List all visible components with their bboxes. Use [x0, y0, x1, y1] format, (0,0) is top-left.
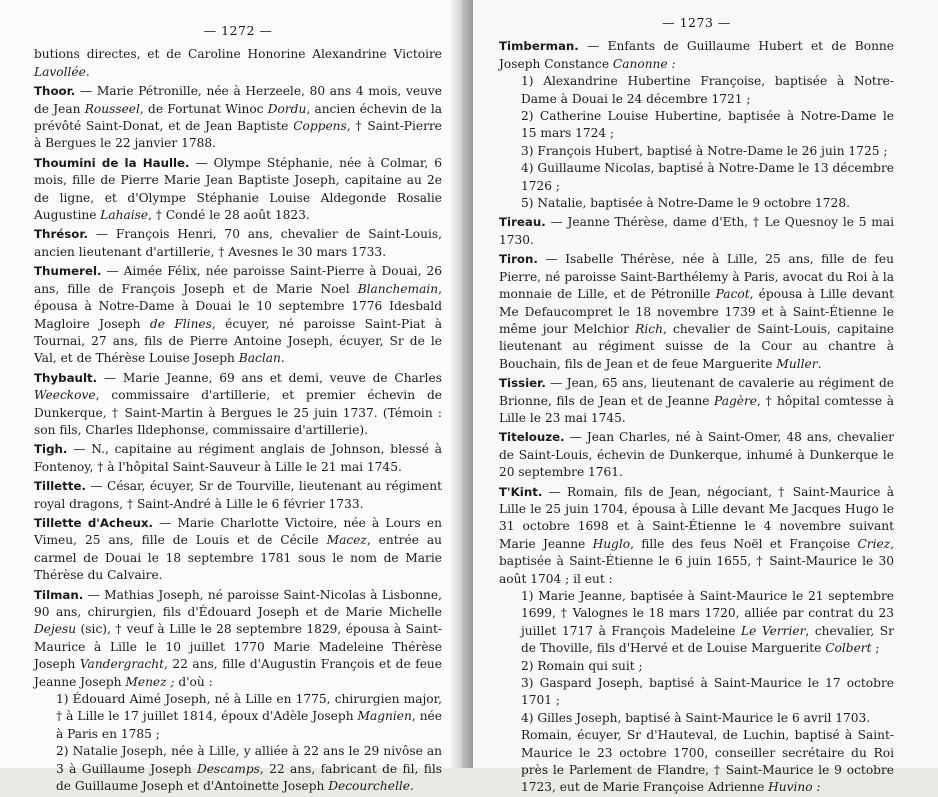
- italic-name: Lavollée: [34, 64, 86, 79]
- sub-paragraph: [499, 727, 894, 797]
- italic-name: Weeckove: [34, 388, 96, 403]
- entry-surname: Tireau.: [499, 215, 546, 230]
- entry-surname: Tillette d'Acheux.: [34, 515, 153, 530]
- text-run: — Jeanne Thérèse, dame d'Eth, † Le Quesnoy le 5 mai 1730.: [499, 215, 894, 247]
- sub-paragraph: [499, 195, 894, 212]
- text-run: , fille des feus Noël et Françoise: [630, 536, 858, 551]
- page-body: [34, 46, 442, 795]
- text-run: , ancien échevin de la prévôté Saint-Donat, et de Jean Baptiste: [34, 101, 442, 134]
- italic-name: Baclan: [238, 351, 281, 366]
- text-run: , 22 ans, fabricant de fil, fils de Guillaume Joseph et d'Antoinette Joseph: [56, 761, 442, 794]
- text-run: , écuyer, né paroisse Saint-Piat à Tournai, 27 ans, fils de Pierre Antoine Joseph, écuyer, Sr de le Val, et de Thérèse Louise Joseph: [34, 316, 442, 366]
- italic-name: Colbert: [825, 641, 872, 656]
- sub-paragraph: [34, 691, 442, 743]
- text-run: — Jean Charles, né à Saint-Omer, 48 ans, chevalier de Saint-Louis, échevin de Dunkerque, inhumé à Dunkerque le 20 septembre 1761.: [499, 430, 894, 480]
- entry-paragraph: [34, 515, 442, 585]
- entry-paragraph: [34, 226, 442, 261]
- text-run: — César, écuyer, Sr de Tourville, lieutenant au régiment royal dragons, † Saint-André à Lille le 6 février 1733.: [34, 479, 442, 511]
- italic-name: Muller: [776, 356, 818, 371]
- sub-paragraph: [499, 658, 894, 675]
- book-gutter: [449, 0, 473, 768]
- sub-paragraph: [34, 743, 442, 795]
- text-run: — François Henri, 70 ans, chevalier de Saint-Louis, ancien lieutenant d'artillerie, † Avesnes le 30 mars 1733.: [34, 227, 442, 259]
- text-run: 2) Catherine Louise Hubertine, baptisée à Notre-Dame le 15 mars 1724 ;: [521, 109, 894, 141]
- entry-surname: Tiron.: [499, 252, 538, 267]
- entry-surname: Thoor.: [34, 84, 76, 99]
- right-page: [473, 0, 938, 795]
- text-run: , née à Paris en 1785 ;: [56, 709, 442, 741]
- italic-name: Huglo: [592, 536, 631, 551]
- text-run: — Enfants de Guillaume Hubert et de Bonne Joseph Constance: [499, 39, 894, 71]
- italic-name: Criez: [857, 536, 891, 551]
- text-run: — Isabelle Thérèse, née à Lille, 25 ans, fille de feu Pierre, né paroisse Saint-Barthélemy à Paris, avocat du Roi à la monnaie de Lille, et de Pétronille: [499, 252, 894, 302]
- sub-paragraph: [499, 160, 894, 195]
- entry-surname: Tissier.: [499, 376, 546, 391]
- text-run: .: [280, 351, 285, 366]
- text-run: 4) Gilles Joseph, baptisé à Saint-Maurice le 6 avril 1703.: [521, 710, 871, 725]
- entry-surname: Tigh.: [34, 442, 68, 457]
- text-run: 2) Natalie Joseph, née à Lille, y alliée à 22 ans le 29 nivôse an 3 à Guillaume Joseph: [56, 744, 442, 776]
- text-run: — Aimée Félix, née paroisse Saint-Pierre à Douai, 26 ans, fille de François Joseph et de Marie Noel: [34, 264, 442, 296]
- entry-paragraph: [499, 375, 894, 427]
- italic-name: Huvino :: [768, 780, 821, 795]
- text-run: , † Condé le 28 août 1823.: [148, 208, 310, 223]
- text-run: — N., capitaine au régiment anglais de Johnson, blessé à Fontenoy, † à l'hôpital Saint-Sauveur à Lille le 21 mai 1745.: [34, 442, 442, 474]
- entry-paragraph: [499, 429, 894, 481]
- text-run: Romain, écuyer, Sr d'Hauteval, de Luchin, baptisé à Saint-Maurice le 23 octobre 1700, conseiller secrétaire du Roi près le Parlement de Flandre, † Saint-Maurice le 9 octobre 1723, eut de Marie Françoise Adrienne: [521, 728, 894, 795]
- entry-surname: Timberman.: [499, 39, 579, 54]
- entry-surname: Tilman.: [34, 587, 84, 602]
- text-run: 1) Alexandrine Hubertine Françoise, baptisée à Notre-Dame à Douai le 24 décembre 1721 ;: [521, 74, 894, 106]
- text-run: , † Saint-Pierre à Bergues le 22 janvier 1788.: [34, 119, 442, 151]
- page-number: — 1273 —: [662, 15, 731, 30]
- entry-paragraph: [499, 38, 894, 73]
- text-run: , de Fortunat Winoc: [139, 101, 268, 116]
- italic-name: Dejesu: [34, 622, 77, 637]
- italic-name: Macez: [326, 533, 367, 548]
- entry-paragraph: [34, 83, 442, 153]
- text-run: 5) Natalie, baptisée à Notre-Dame le 9 octobre 1728.: [521, 196, 850, 211]
- italic-name: Rich: [635, 321, 663, 336]
- left-page: [0, 0, 462, 794]
- text-run: — Romain, fils de Jean, négociant, † Saint-Maurice à Lille le 25 juin 1704, épousa à Lille devant Me Jacques Hugo le 31 octobre 1698 et à Saint-Étienne le 4 novembre suivant Marie Jeanne: [499, 484, 894, 551]
- sub-paragraph: [499, 588, 894, 658]
- entry-surname: Thoumini de la Haulle.: [34, 155, 190, 170]
- text-run: 1) Édouard Aimé Joseph, né à Lille en 1775, chirurgien major, † à Lille le 17 juillet 1814, époux d'Adèle Joseph: [56, 692, 442, 724]
- text-run: ;: [871, 641, 880, 656]
- italic-name: Le Verrier: [741, 623, 806, 638]
- sub-paragraph: [499, 108, 894, 143]
- text-run: (sic), † veuf à Lille le 28 septembre 1829, épousa à Saint-Maurice à Lille le 10 juillet 1770 Marie Madeleine Thérèse Joseph: [34, 622, 442, 672]
- entry-paragraph: [34, 155, 442, 225]
- italic-name: Lahaise: [100, 208, 149, 223]
- entry-paragraph: [34, 263, 442, 367]
- italic-name: Decourchelle: [328, 779, 410, 794]
- italic-name: de Flines: [149, 316, 212, 331]
- text-run: , commissaire d'artillerie, et premier échevin de Dunkerque, † Saint-Martin à Bergues le 25 juin 1737. (Témoin : son fils, Charles Ildephonse, commissaire d'artillerie).: [34, 388, 442, 437]
- text-run: , † hôpital comtesse à Lille le 23 mai 1745.: [499, 393, 894, 425]
- entry-surname: T'Kint.: [499, 484, 543, 499]
- text-run: 1) Marie Jeanne, baptisée à Saint-Maurice le 21 septembre 1699, † Valognes le 18 mars 1720, alliée par contrat du 23 juillet 1717 à François Madeleine: [521, 589, 894, 638]
- entry-surname: Titelouze.: [499, 430, 565, 445]
- text-run: — Marie Charlotte Victoire, née à Lours en Vimeu, 25 ans, fille de Louis et de Cécile: [34, 515, 442, 548]
- text-run: — Jean, 65 ans, lieutenant de cavalerie au régiment de Brionne, fils de Jean et de Jeanne: [499, 376, 894, 408]
- italic-name: Coppens: [293, 119, 347, 134]
- text-run: , chevalier de Saint-Louis, capitaine lieutenant au régiment suisse de la Cour au chantre à Bouchain, fils de Jean et de feue Marguerite: [499, 321, 894, 371]
- entry-surname: Thybault.: [34, 370, 98, 385]
- text-run: , chevalier, Sr de Thoville, fils d'Hervé et de Louise Marguerite: [521, 623, 894, 656]
- text-run: 4) Guillaume Nicolas, baptisé à Notre-Dame le 13 décembre 1726 ;: [521, 161, 895, 193]
- text-run: 2) Romain qui suit ;: [521, 658, 643, 673]
- text-run: — Olympe Stéphanie, née à Colmar, 6 mois, fille de Pierre Marie Jean Baptiste Joseph, capitaine au 2e de ligne, et d'Olympe Stéphanie Louise Aldegonde Rosalie Augustine: [34, 155, 442, 223]
- sub-paragraph: [499, 710, 894, 727]
- sub-paragraph: [499, 73, 894, 108]
- text-run: , entrée au carmel de Douai le 18 septembre 1781 sous le nom de Marie Thérèse du Calvaire.: [34, 533, 442, 583]
- entry-surname: Thrésor.: [34, 227, 89, 242]
- text-run: butions directes, et de Caroline Honorine Alexandrine Victoire: [34, 47, 442, 62]
- text-run: .: [85, 64, 90, 79]
- text-run: — Marie Jeanne, 69 ans et demi, veuve de Charles: [97, 370, 442, 385]
- text-run: 3) François Hubert, baptisé à Notre-Dame le 26 juin 1725 ;: [521, 143, 888, 158]
- italic-name: Canonne :: [612, 56, 676, 71]
- page-number: — 1272 —: [203, 23, 273, 38]
- text-run: , 22 ans, fille d'Augustin François et de feue Jeanne Joseph: [34, 657, 442, 689]
- entry-paragraph: [499, 484, 894, 588]
- text-run: , baptisée à Saint-Étienne le 6 juin 1655, † Saint-Maurice le 30 août 1704 ; il eut :: [499, 536, 894, 586]
- italic-name: Descamps: [196, 761, 260, 776]
- entry-surname: Thumerel.: [34, 264, 102, 279]
- entry-paragraph: [34, 370, 442, 440]
- sub-paragraph: [499, 143, 894, 160]
- text-run: .: [817, 356, 822, 371]
- italic-name: Menez ;: [125, 674, 175, 689]
- italic-name: Pagère: [714, 393, 758, 408]
- entry-paragraph: [499, 214, 894, 249]
- text-run: — Mathias Joseph, né paroisse Saint-Nicolas à Lisbonne, 90 ans, chirurgien, fils d'Édouard Joseph et de Marie Michelle: [34, 587, 442, 619]
- entry-paragraph: [34, 441, 442, 476]
- text-run: 3) Gaspard Joseph, baptisé à Saint-Maurice le 17 octobre 1701 ;: [521, 676, 894, 708]
- text-run: — Marie Pétronille, née à Herzeele, 80 ans 4 mois, veuve de Jean: [34, 84, 442, 116]
- italic-name: Vandergracht: [79, 657, 164, 672]
- italic-name: Blanchemain: [357, 281, 439, 296]
- entry-paragraph: [34, 478, 442, 513]
- italic-name: Magnien: [357, 709, 412, 724]
- text-run: d'où :: [174, 674, 213, 689]
- text-run: , épousa à Notre-Dame à Douai le 10 septembre 1776 Idesbald Magloire Joseph: [34, 281, 442, 331]
- text-run: .: [409, 779, 414, 794]
- italic-name: Pacot: [715, 287, 750, 302]
- text-run: , épousa à Lille devant Me Defaucompret le 18 novembre 1739 et à Saint-Étienne le même jour Melchior: [499, 287, 894, 336]
- paragraph: [34, 46, 442, 81]
- italic-name: Rousseel: [84, 101, 140, 116]
- entry-paragraph: [499, 251, 894, 373]
- sub-paragraph: [499, 675, 894, 710]
- entry-surname: Tillette.: [34, 479, 86, 494]
- italic-name: Dordu: [267, 101, 307, 116]
- entry-paragraph: [34, 587, 442, 691]
- page-body: [499, 38, 894, 796]
